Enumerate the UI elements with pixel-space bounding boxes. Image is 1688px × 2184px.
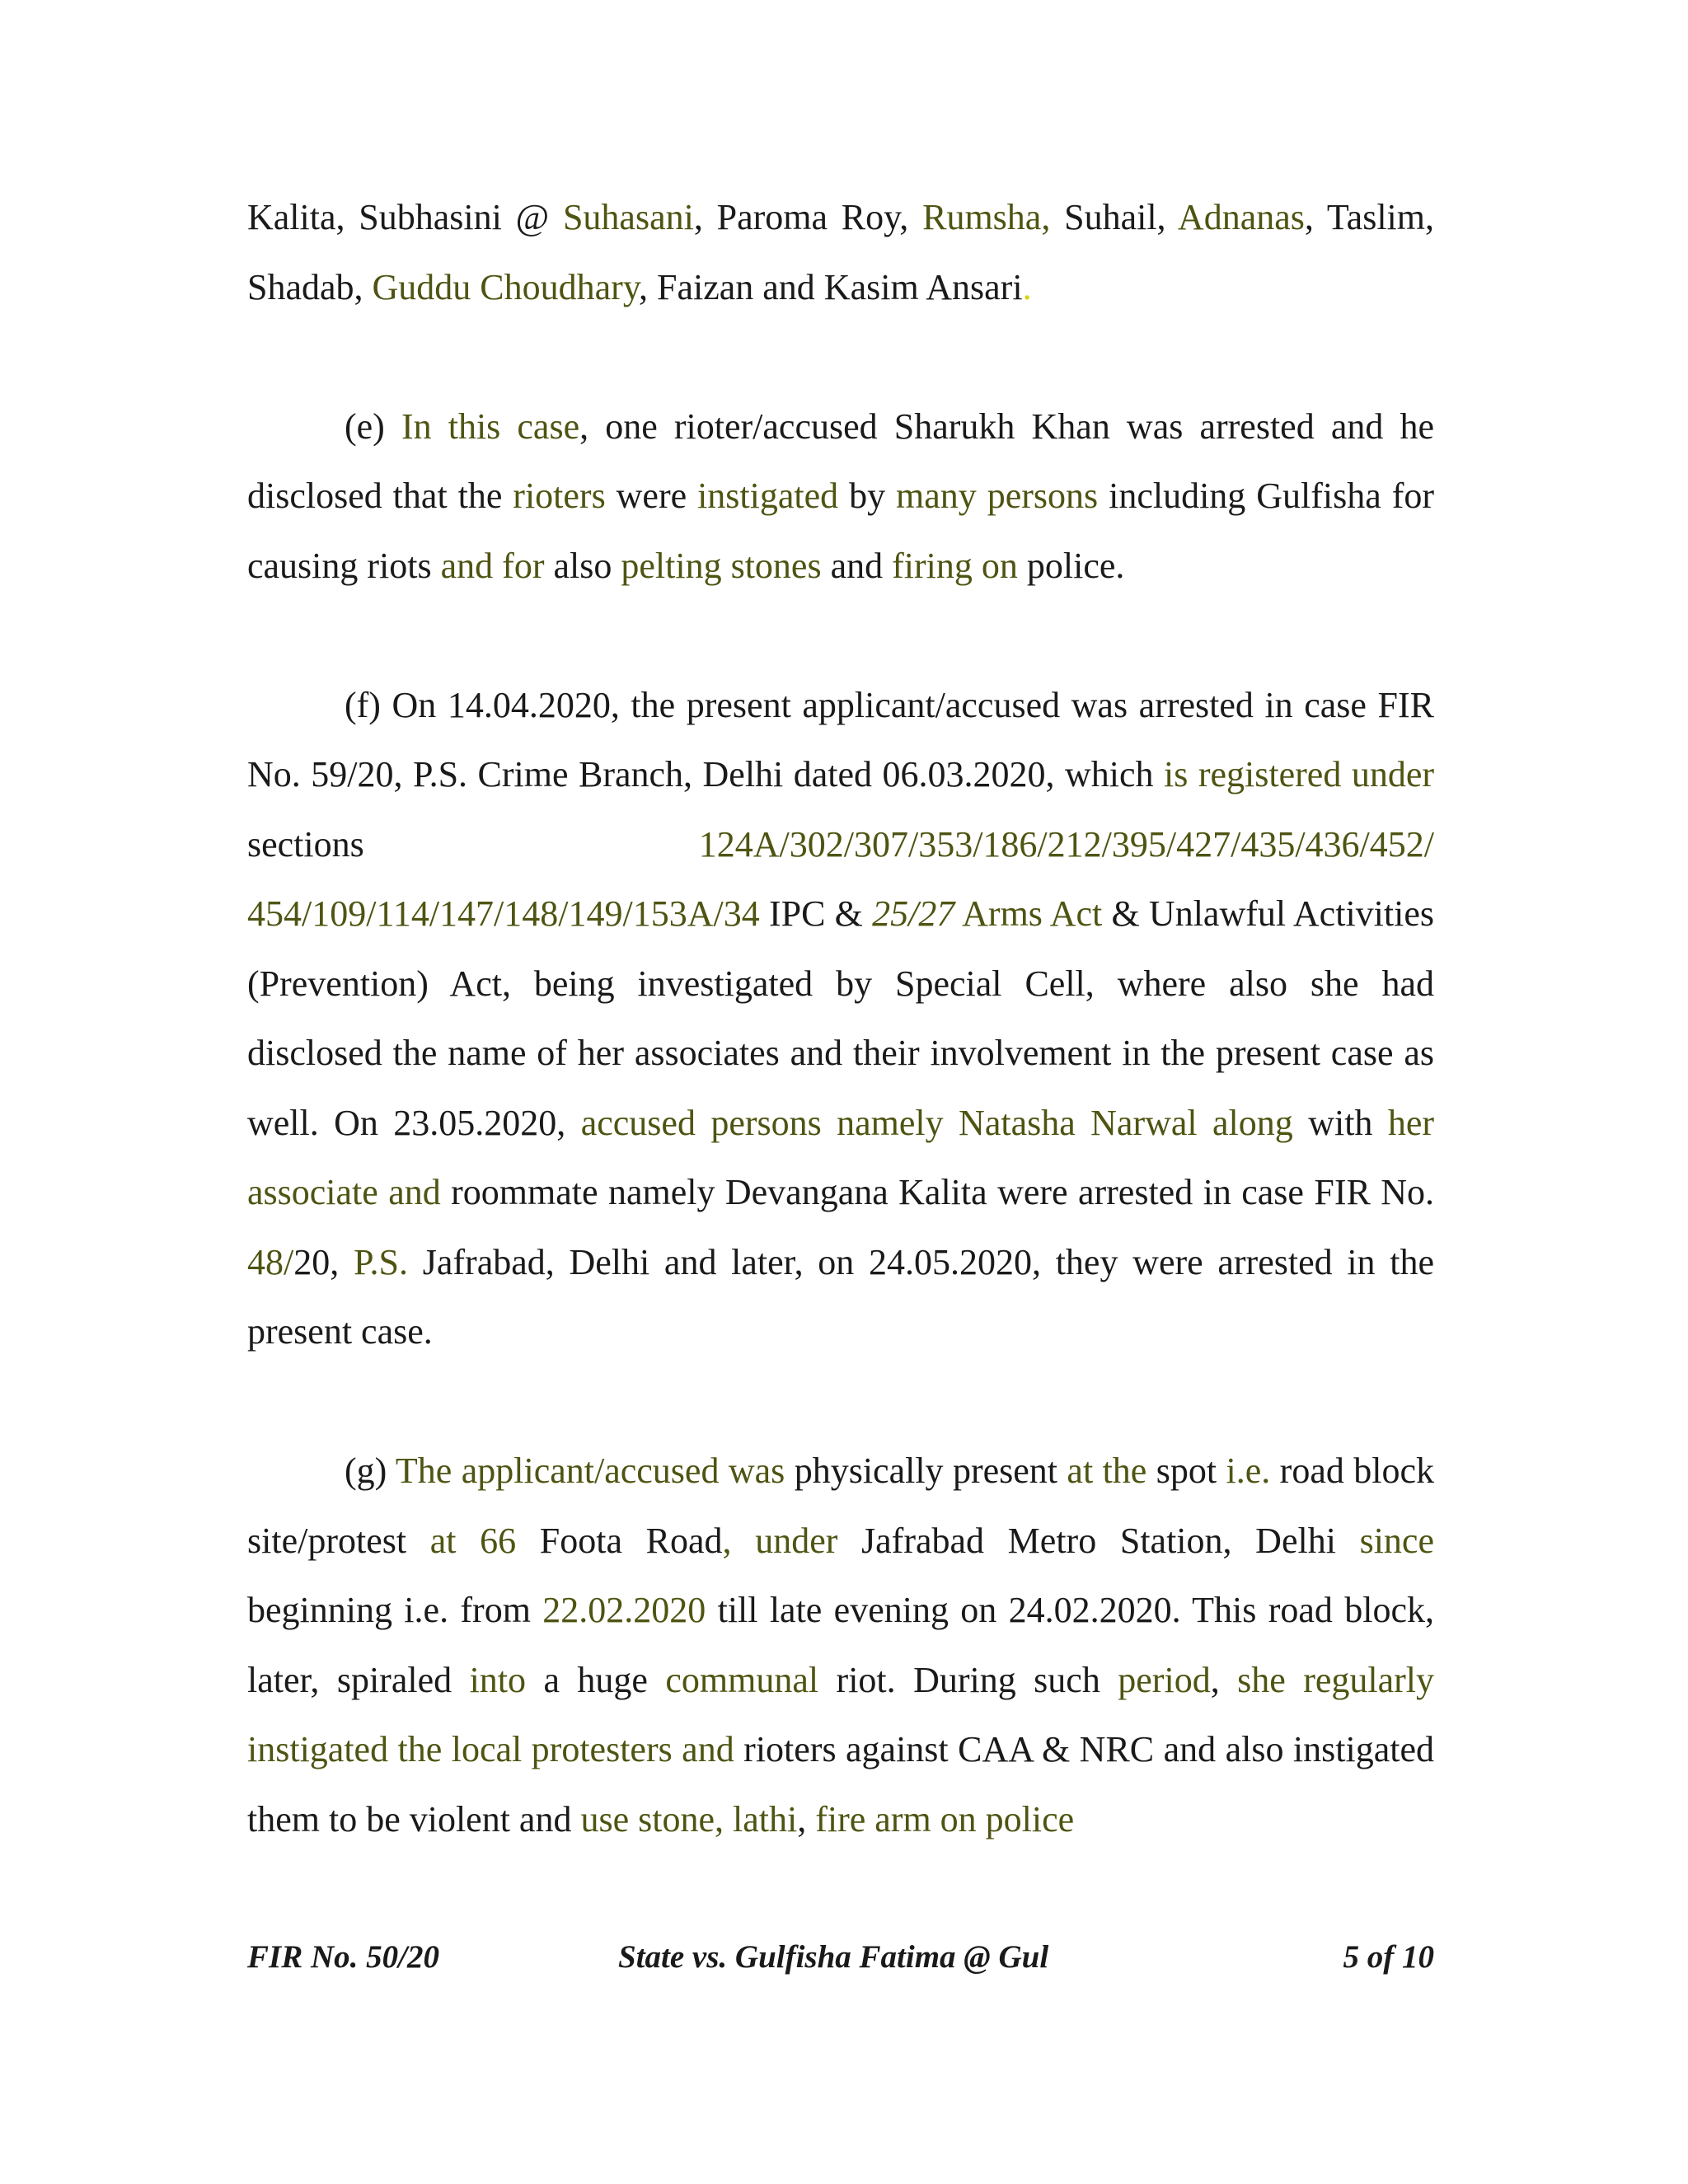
text-segment: instigated [697,476,839,516]
text-segment: 124A/302/307/353/186/212/395/427/435/436/452/ 454/109/114/147/148/149/153A/34 [247,823,1434,934]
text-segment: 20, [293,1241,354,1282]
text-segment: is registered under [1164,754,1434,794]
text-segment: & Unlawful Activities (Prevention) Act, being investigated by Special Cell, where also she had disclosed the name of her associates and their involvement in the present case as well. On 23.05.2020, [247,893,1434,1143]
text-segment: Adnanas [1177,197,1305,237]
text-segment: pelting stones [621,545,822,586]
text-segment: IPC & [759,893,873,934]
text-segment: fire arm on police [815,1798,1075,1840]
text-segment: Suhail, [1050,197,1178,237]
text-segment: by [838,476,897,516]
text-segment: stone, lathi [638,1798,798,1840]
text-segment: accused persons namely Natasha Narwal along [580,1102,1293,1143]
text-segment: i.e. [1226,1451,1271,1491]
text-segment: Foota Road [516,1520,723,1561]
text-segment: also [544,545,621,586]
text-segment: (e) [345,405,401,447]
text-segment: , under [722,1520,838,1561]
text-segment: , Faizan and Kasim Ansari [638,266,1023,307]
document-body [247,183,1434,1854]
text-segment: In this case [401,405,580,447]
text-segment: , Taslim, Shadab, [247,197,1435,307]
text-segment: Suhasani [562,197,694,237]
text-segment: rioters against CAA & NRC and also instigated them to be violent and [247,1729,1434,1840]
text-segment: many persons [896,476,1099,516]
text-segment: road block site/protest [247,1451,1435,1561]
text-segment: riot. During such [818,1659,1118,1700]
page-footer [247,1938,1434,1980]
text-segment: 22.02.2020 [542,1590,706,1630]
text-segment: (g) [345,1451,396,1491]
text-segment: Jafrabad, Delhi and later, on 24.05.2020, they were arrested in the present case. [247,1241,1435,1352]
text-segment: and [821,545,893,586]
text-segment: her associate and [247,1102,1434,1212]
footer-page-number: 5 of 10 [1343,1939,1434,1975]
text-segment: (f) On 14.04.2020, the present applicant/accused was arrested in case FIR No. 59/20, P.S. Crime Branch, Delhi dated 06.03.2020, which [247,684,1434,794]
text-segment: she regularly instigated the local protesters and [247,1659,1435,1769]
text-segment: police. [1017,545,1125,586]
text-segment: since [1359,1520,1434,1561]
text-segment: Rumsha, [922,197,1051,237]
text-segment: including Gulfisha for causing riots [247,476,1434,586]
text-segment: firing on [892,545,1018,586]
paragraph-continuation [247,183,1434,322]
text-segment: P.S. [353,1241,409,1282]
text-segment: , Paroma Roy, [693,197,923,237]
text-segment: till late evening on 24.02.2020. This road block, later, spiraled [247,1590,1434,1700]
text-segment: 25/27 [872,893,955,934]
text-segment: 48/ [247,1241,294,1282]
text-segment: roommate namely Devangana Kalita were arrested in case FIR No. [440,1172,1434,1212]
text-segment: were [605,476,698,516]
paragraph-para-e [247,392,1434,602]
text-segment: spot [1146,1451,1226,1491]
text-segment: sections [247,823,699,865]
text-segment: and for [440,545,545,586]
text-segment: period [1118,1659,1211,1700]
text-segment: physically present [785,1451,1067,1491]
text-segment: Jafrabad Metro Station, Delhi [837,1520,1360,1561]
text-segment: . [1022,266,1032,307]
text-segment: , [797,1798,816,1840]
text-segment: at 66 [429,1520,517,1561]
text-segment: communal [665,1659,819,1700]
text-segment: use [580,1798,630,1840]
text-segment [629,1799,638,1840]
text-segment: The applicant/accused was [395,1451,785,1491]
text-segment: a huge [526,1659,666,1700]
text-segment: Guddu Choudhary [372,266,639,307]
paragraph-para-f [247,671,1434,1367]
text-segment: Kalita, Subhasini @ [247,197,563,237]
text-segment: Arms Act [962,893,1103,934]
text-segment: rioters [513,476,606,516]
text-segment: into [469,1659,527,1700]
text-segment [954,893,962,934]
footer-case-title: State vs. Gulfisha Fatima @ Gul [618,1939,1049,1975]
paragraph-para-g [247,1436,1434,1854]
text-segment: at the [1067,1451,1147,1491]
text-segment: , [1210,1659,1238,1700]
text-segment: beginning i.e. from [247,1590,543,1630]
footer-case-number: FIR No. 50/20 [247,1939,439,1975]
text-segment: with [1292,1102,1388,1143]
text-segment: , one rioter/accused Sharukh Khan was arrested and he disclosed that the [247,405,1434,516]
